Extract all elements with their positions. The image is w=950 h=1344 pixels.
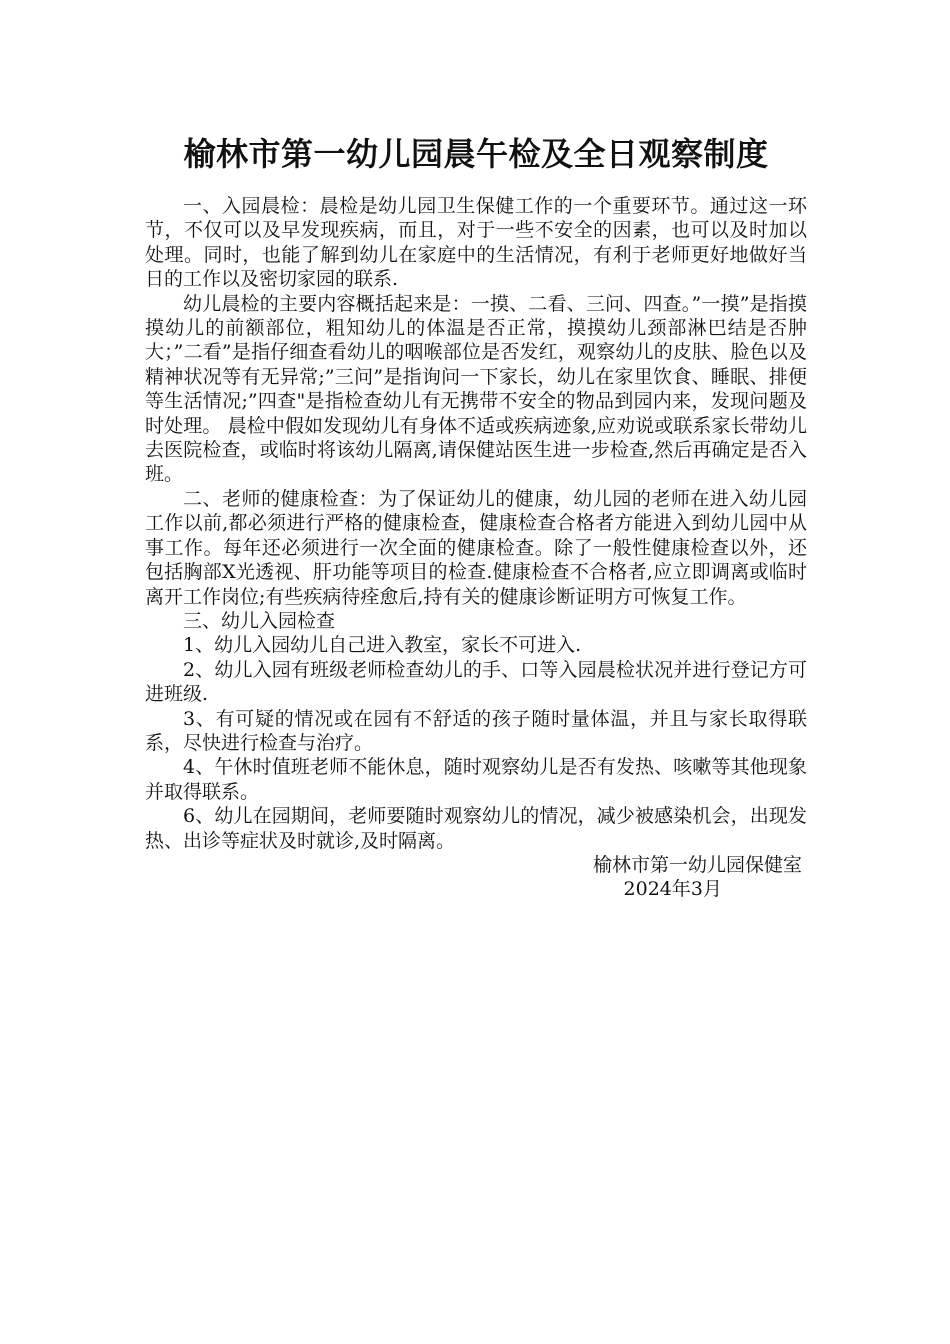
paragraph-check-content: 幼儿晨检的主要内容概括起来是：一摸、二看、三问、四查。”一摸”是指摸摸幼儿的前额部位，粗知幼儿的体温是否正常，摸摸幼儿颈部淋巴结是否肿大；”二看”是指仔细查看幼儿的咽喉部位是否发红，观察幼儿的皮肤、脸色以及精神状况等有无异常;”三问”是指询问一下家长，幼儿在家里饮食、睡眠、排便等生活情况;”四查"是指检查幼儿有无携带不安全的物品到园内来，发现问题及时处理。 晨检中假如发现幼儿有身体不适或疾病迹象,应劝说或联系家长带幼儿去医院检查，或临时将该幼儿隔离,请保健站医生进一步检查,然后再确定是否入班。	[145, 292, 807, 486]
document-title: 榆林市第一幼儿园晨午检及全日观察制度	[183, 135, 769, 173]
document-page	[145, 0, 807, 902]
list-item-6: 6、幼儿在园期间，老师要随时观察幼儿的情况，减少被感染机会，出现发热、出诊等症状及时就诊,及时隔离。	[145, 805, 807, 852]
paragraph-teacher-health-check: 二、老师的健康检查：为了保证幼儿的健康，幼儿园的老师在进入幼儿园工作以前,都必须进行严格的健康检查，健康检查合格者方能进入到幼儿园中从事工作。每年还必须进行一次全面的健康检查。除了一般性健康检查以外，还包括胸部X光透视、肝功能等项目的检查.健康检查不合格者,应立即调离或临时离开工作岗位;有些疾病待痊愈后,持有关的健康诊断证明方可恢复工作。	[145, 487, 807, 608]
list-item-1: 1、幼儿入园幼儿自己进入教室，家长不可进入.	[183, 634, 582, 657]
date: 2024年3月	[623, 878, 722, 901]
document-body	[145, 194, 807, 902]
list-item-3: 3、有可疑的情况或在园有不舒适的孩子随时量体温，并且与家长取得联系，尽快进行检查与治疗。	[145, 707, 807, 754]
paragraph-morning-check: 一、入园晨检：晨检是幼儿园卫生保健工作的一个重要环节。通过这一环节，不仅可以及早发现疾病，而且，对于一些不安全的因素，也可以及时加以处理。同时，也能了解到幼儿在家庭中的生活情况，有利于老师更好地做好当日的工作以及密切家园的联系.	[145, 195, 807, 291]
list-item-4: 4、午休时值班老师不能休息，随时观察幼儿是否有发热、咳嗽等其他现象并取得联系。	[145, 756, 807, 803]
section-heading-entry-check: 三、幼儿入园检查	[183, 609, 336, 632]
signature: 榆林市第一幼儿园保健室	[592, 853, 802, 876]
list-item-2: 2、幼儿入园有班级老师检查幼儿的手、口等入园晨检状况并进行登记方可进班级.	[145, 658, 807, 706]
